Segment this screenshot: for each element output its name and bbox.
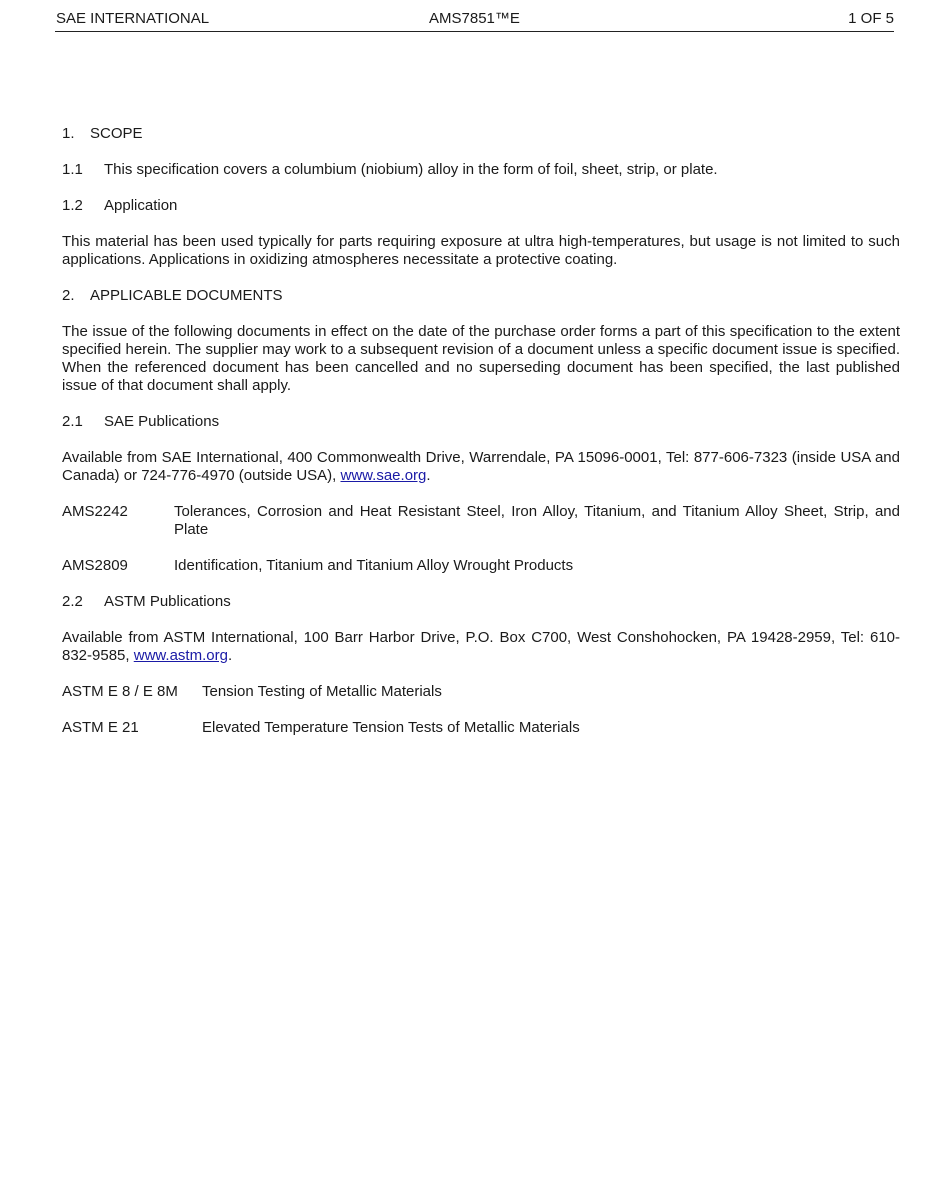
- reference-entry: [62, 503, 900, 539]
- sae-website-link[interactable]: www.sae.org: [340, 467, 427, 484]
- header-organization: SAE INTERNATIONAL: [56, 10, 210, 27]
- availability-text-end: .: [426, 467, 431, 484]
- section-title: Application: [104, 197, 178, 214]
- sae-availability-paragraph: [62, 449, 900, 485]
- section-2-1-heading: [62, 413, 900, 431]
- reference-title: Tolerances, Corrosion and Heat Resistant Steel, Iron Alloy, Titanium, and Titanium Alloy Sheet, Strip, and Plate: [174, 503, 900, 538]
- reference-code: ASTM E 8 / E 8M: [62, 683, 178, 700]
- header-document-number: AMS7851™E: [429, 10, 520, 27]
- astm-availability-paragraph: [62, 629, 900, 665]
- availability-text: Available from SAE International, 400 Commonwealth Drive, Warrendale, PA 15096-0001, Tel: 877-606-7323 (inside USA and Canada) or 724-776-4970 (outside USA),: [62, 449, 900, 484]
- section-title: APPLICABLE DOCUMENTS: [90, 287, 283, 304]
- page-header: [55, 9, 894, 32]
- reference-entry: [62, 683, 900, 701]
- reference-code: ASTM E 21: [62, 719, 139, 736]
- reference-title: Tension Testing of Metallic Materials: [202, 683, 442, 700]
- reference-code: AMS2242: [62, 503, 128, 520]
- section-2-paragraph: The issue of the following documents in effect on the date of the purchase order forms a part of this specification to the extent specified herein. The supplier may work to a subsequent revision of a document unless a specific document issue is specified. When the referenced document has been cancelled and no superseding document has been specified, the last published issue of that document shall apply.: [62, 323, 900, 394]
- section-number: 1.: [62, 125, 75, 142]
- section-number: 2.2: [62, 593, 83, 610]
- section-2-heading: [62, 287, 900, 305]
- availability-text-end: .: [227, 647, 233, 664]
- reference-entry: [62, 719, 900, 737]
- reference-code: AMS2809: [62, 557, 128, 574]
- section-title: ASTM Publications: [104, 593, 231, 610]
- section-1-1: [62, 161, 900, 179]
- reference-title: Elevated Temperature Tension Tests of Metallic Materials: [202, 719, 580, 736]
- section-2-2-heading: [62, 593, 900, 611]
- section-title: SCOPE: [90, 125, 143, 142]
- reference-title: Identification, Titanium and Titanium Alloy Wrought Products: [174, 557, 574, 574]
- header-page-number: 1 OF 5: [848, 10, 894, 27]
- section-1-2-heading: [62, 197, 900, 215]
- reference-entry: [62, 557, 900, 575]
- section-title: SAE Publications: [104, 413, 220, 430]
- astm-website-link[interactable]: www.astm.org: [133, 647, 228, 664]
- document-body: [62, 125, 900, 755]
- availability-text: Available from ASTM International, 100 Barr Harbor Drive, P.O. Box C700, West Conshohocken, PA 19428-2959, Tel: 610-832-9585,: [62, 629, 900, 664]
- section-number: 2.1: [62, 413, 83, 430]
- section-text: This specification covers a columbium (niobium) alloy in the form of foil, sheet, strip, or plate.: [104, 161, 718, 178]
- section-number: 1.2: [62, 197, 83, 214]
- section-1-heading: [62, 125, 900, 143]
- section-1-2-paragraph: This material has been used typically for parts requiring exposure at ultra high-temperatures, but usage is not limited to such applications. Applications in oxidizing atmospheres necessitate a protective coating.: [62, 233, 900, 268]
- section-number: 1.1: [62, 161, 83, 178]
- section-number: 2.: [62, 287, 75, 304]
